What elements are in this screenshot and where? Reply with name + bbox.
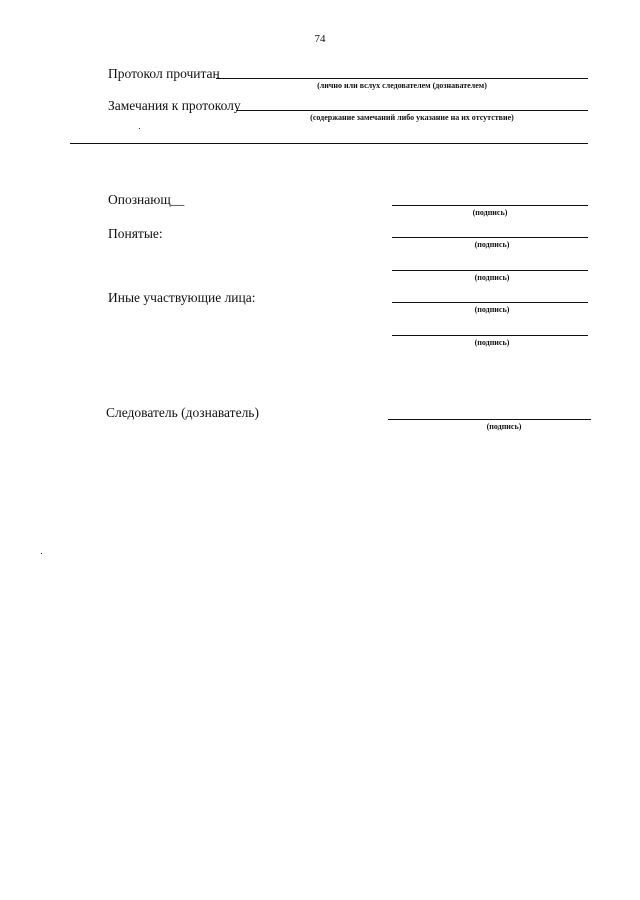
other-participant-2-signature-field[interactable]: [392, 335, 588, 336]
investigator-signature-caption: (подпись): [486, 422, 522, 431]
protocol-read-label: Протокол прочитан: [108, 66, 220, 81]
identifier-signature-caption: (подпись): [472, 208, 508, 217]
protocol-read-field[interactable]: [216, 78, 588, 79]
other-participant-1-signature-caption: (подпись): [474, 305, 510, 314]
page-number: 74: [314, 33, 326, 45]
remarks-continuation-field[interactable]: [70, 143, 588, 144]
investigator-label: Следователь (дознаватель): [106, 405, 259, 420]
investigator-signature-field[interactable]: [388, 419, 591, 420]
witness-2-signature-caption: (подпись): [474, 273, 510, 282]
remarks-caption: (содержание замечаний либо указание на их отсутствие): [310, 113, 514, 122]
identifier-signature-field[interactable]: [392, 205, 588, 206]
witness-2-signature-field[interactable]: [392, 270, 588, 271]
identifier-label: Опознающ__: [108, 192, 185, 207]
remarks-field[interactable]: [236, 110, 588, 111]
other-participant-2-signature-caption: (подпись): [474, 338, 510, 347]
protocol-read-caption: (лично или вслух следователем (дознавателем): [317, 81, 487, 90]
witnesses-label: Понятые:: [108, 226, 163, 241]
witness-1-signature-caption: (подпись): [474, 240, 510, 249]
other-participant-1-signature-field[interactable]: [392, 302, 588, 303]
scan-speck: [41, 553, 42, 554]
other-participants-label: Иные участвующие лица:: [108, 290, 256, 305]
witness-1-signature-field[interactable]: [392, 237, 588, 238]
scan-speck: [139, 128, 140, 129]
remarks-label: Замечания к протоколу: [108, 98, 241, 113]
